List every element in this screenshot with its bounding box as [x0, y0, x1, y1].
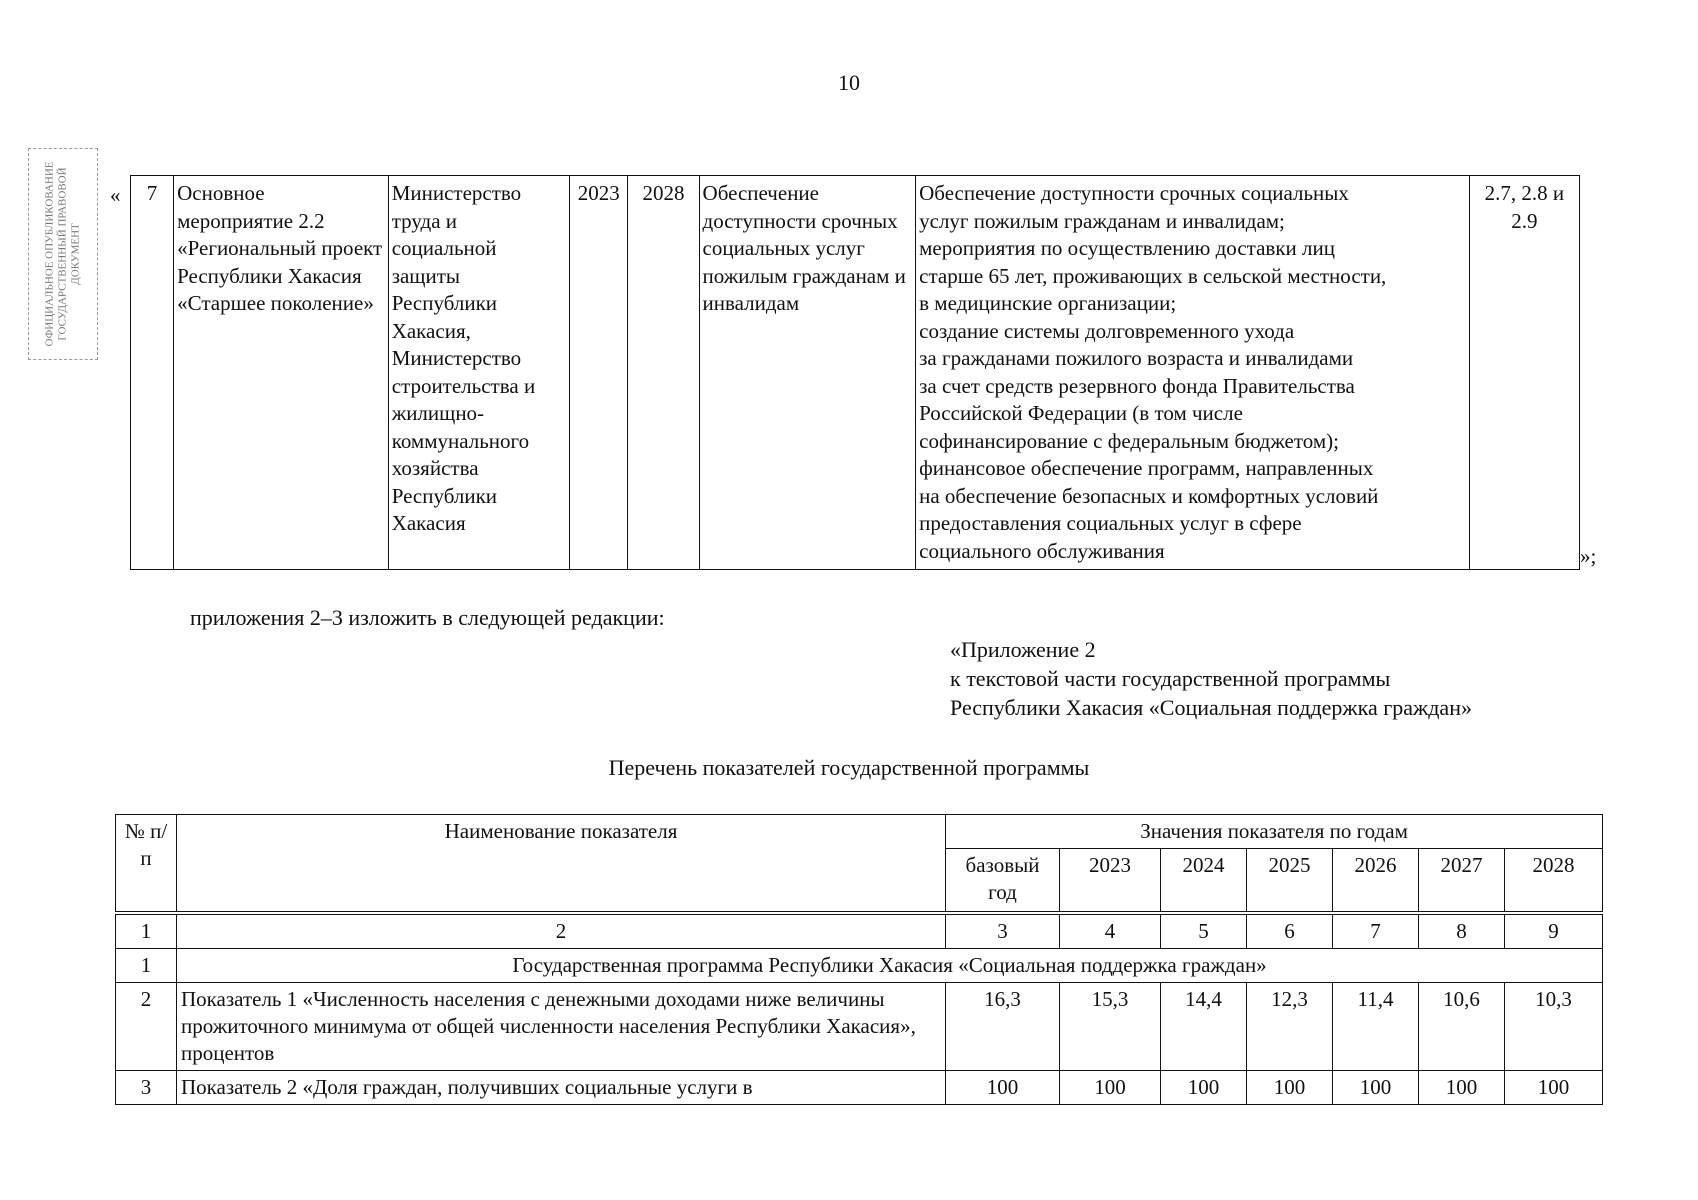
- row-num: 1: [116, 949, 177, 983]
- column-number: 6: [1247, 915, 1333, 949]
- directions-line: на обеспечение безопасных и комфортных условий: [919, 483, 1379, 508]
- column-number: 9: [1505, 915, 1603, 949]
- column-number: 3: [946, 915, 1060, 949]
- directions-line: старше 65 лет, проживающих в сельской местности,: [919, 263, 1387, 288]
- directions-line: за гражданами пожилого возраста и инвалидами: [919, 346, 1354, 370]
- activity-directions: [916, 176, 1470, 570]
- quote-close: »;: [1580, 544, 1597, 568]
- activity-executors: Министерство труда и социальной защиты Республики Хакасия, Министерство строительства и жилищно-коммунального хозяйства Республики Хакасия: [388, 176, 570, 570]
- header-year: 2024: [1161, 849, 1247, 912]
- activity-year-start: 2023: [570, 176, 628, 570]
- directions-line: Обеспечение доступности срочных социальных: [919, 181, 1349, 205]
- directions-line: мероприятия по осуществлению доставки лиц: [919, 236, 1335, 260]
- row-num: 2: [116, 983, 177, 1071]
- directions-line: услуг пожилым гражданам и инвалидам;: [919, 208, 1285, 233]
- appendix-line: к текстовой части государственной программы: [950, 666, 1391, 691]
- header-year: 2023: [1060, 849, 1161, 912]
- indicator-name: Показатель 1 «Численность населения с денежными доходами ниже величины прожиточного минимума от общей численности населения Республики Хакасия», процентов: [177, 983, 946, 1071]
- indicators-table: [115, 814, 1603, 1105]
- directions-line: финансовое обеспечение программ, направленных: [919, 456, 1374, 480]
- column-number: 8: [1419, 915, 1505, 949]
- indicator-value: 10,3: [1505, 983, 1603, 1071]
- column-numbers-row: [116, 915, 1603, 949]
- directions-line: создание системы долговременного ухода: [919, 318, 1295, 343]
- table-row: [116, 1071, 1603, 1105]
- column-number: 2: [177, 915, 946, 949]
- indicator-value: 100: [1060, 1071, 1161, 1105]
- activity-year-end: 2028: [628, 176, 699, 570]
- directions-line: за счет средств резервного фонда Правительства: [919, 373, 1355, 398]
- directions-line: софинансирование с федеральным бюджетом);: [919, 428, 1339, 453]
- directions-line: Российской Федерации (в том числе: [919, 401, 1243, 425]
- column-number: 7: [1333, 915, 1419, 949]
- activity-number: 7: [131, 176, 174, 570]
- indicator-value: 16,3: [946, 983, 1060, 1071]
- table-header-row: [116, 815, 1603, 849]
- header-values-group: Значения показателя по годам: [946, 815, 1603, 849]
- header-year: базовый год: [946, 849, 1060, 912]
- indicator-value: 11,4: [1333, 983, 1419, 1071]
- directions-line: в медицинские организации;: [919, 291, 1177, 315]
- appendix-header: [950, 635, 1472, 722]
- directions-line: социального обслуживания: [919, 538, 1165, 563]
- activity-table: [130, 175, 1580, 570]
- appendix-line: «Приложение 2: [950, 637, 1096, 662]
- column-number: 5: [1161, 915, 1247, 949]
- header-year: 2025: [1247, 849, 1333, 912]
- header-num: № п/п: [116, 815, 177, 912]
- intro-text: приложения 2–3 изложить в следующей редакции:: [190, 605, 665, 630]
- stamp-line: ДОКУМЕНТ: [69, 223, 82, 285]
- indicator-value: 14,4: [1161, 983, 1247, 1071]
- indicator-value: 12,3: [1247, 983, 1333, 1071]
- directions-line: предоставления социальных услуг в сфере: [919, 511, 1302, 535]
- list-title: Перечень показателей государственной программы: [608, 755, 1090, 780]
- table-row: [131, 176, 1580, 570]
- appendix-line: Республики Хакасия «Социальная поддержка граждан»: [950, 695, 1472, 720]
- indicator-value: 100: [1505, 1071, 1603, 1105]
- indicator-value: 15,3: [1060, 983, 1161, 1071]
- header-year: 2026: [1333, 849, 1419, 912]
- column-number: 4: [1060, 915, 1161, 949]
- program-title: Государственная программа Республики Хакасия «Социальная поддержка граждан»: [177, 949, 1603, 983]
- page-number: 10: [838, 70, 860, 95]
- activity-result: Обеспечение доступности срочных социальных услуг пожилым гражданам и инвалидам: [699, 176, 916, 570]
- indicator-value: 10,6: [1419, 983, 1505, 1071]
- indicator-value: 100: [1419, 1071, 1505, 1105]
- indicator-name: Показатель 2 «Доля граждан, получивших социальные услуги в: [177, 1071, 946, 1105]
- indicator-value: 100: [1161, 1071, 1247, 1105]
- table-row: [116, 949, 1603, 983]
- quote-open: «: [110, 183, 121, 207]
- indicator-value: 100: [946, 1071, 1060, 1105]
- indicator-value: 100: [1333, 1071, 1419, 1105]
- activity-name: Основное мероприятие 2.2 «Региональный проект Республики Хакасия «Старшее поколение»: [174, 176, 389, 570]
- header-year: 2028: [1505, 849, 1603, 912]
- stamp-line: ОФИЦИАЛЬНОЕ ОПУБЛИКОВАНИЕ: [43, 161, 56, 347]
- publication-stamp: [28, 148, 98, 360]
- column-number: 1: [116, 915, 177, 949]
- header-year: 2027: [1419, 849, 1505, 912]
- stamp-line: ГОСУДАРСТВЕННЫЙ ПРАВОВОЙ: [56, 167, 69, 341]
- row-num: 3: [116, 1071, 177, 1105]
- indicator-value: 100: [1247, 1071, 1333, 1105]
- table-row: [116, 983, 1603, 1071]
- header-name: Наименование показателя: [177, 815, 946, 912]
- activity-indicators: 2.7, 2.8 и 2.9: [1469, 176, 1579, 570]
